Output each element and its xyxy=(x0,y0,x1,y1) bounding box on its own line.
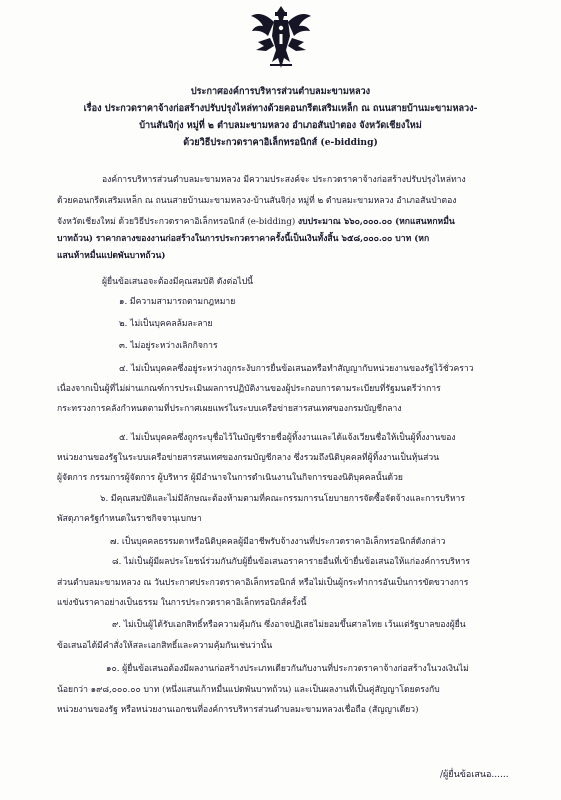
qualification-item-3: ๓. ไม่อยู่ระหว่างเลิกกิจการ xyxy=(119,341,218,351)
qualification-item-5-line-2: หน่วยงานของรัฐในระบบเครือข่ายสารสนเทศของกรมบัญชีกลาง ซึ่งรวมถึงนิติบุคคลที่ผู้ทิ้งงานเป็นหุ้นส่วน xyxy=(57,453,440,463)
qualification-item-9-line-2: ข้อเสนอได้มีคำสั่งให้สละเอกสิทธิ์และความคุ้มกันเช่นว่านั้น xyxy=(57,641,273,651)
qualification-item-10-line-3: หน่วยงานของรัฐ หรือหน่วยงานเอกชนที่องค์การบริหารส่วนตำบลมะขามหลวงเชื่อถือ (สัญญาเดียว) xyxy=(57,705,419,715)
header-title: ประกาศองค์การบริหารส่วนตำบลมะขามหลวง xyxy=(190,86,371,97)
qualification-item-5-line-1: ๕. ไม่เป็นบุคคลซึ่งถูกระบุชื่อไว้ในบัญชีรายชื่อผู้ทิ้งงานและได้แจ้งเวียนชื่อให้เป็นผู้ทิ้งงานของ xyxy=(119,433,456,443)
intro-line-2: ด้วยคอนกรีตเสริมเหล็ก ณ ถนนสายบ้านมะขามหลวง-บ้านสันจิกุ่ง หมู่ที่ ๒ ตำบลมะขามหลวง อำเภอสันป่าตอง xyxy=(57,196,457,206)
qualification-item-8-line-3: แข่งขันราคาอย่างเป็นธรรม ในการประกวดราคาอิเล็กทรอนิกส์ครั้งนี้ xyxy=(57,598,307,608)
intro-line-3 xyxy=(57,217,455,228)
qualification-item-1: ๑. มีความสามารถตามกฎหมาย xyxy=(119,297,236,307)
qualification-item-4-line-1: ๔. ไม่เป็นบุคคลซึ่งอยู่ระหว่างถูกระงับการยื่นข้อเสนอหรือทำสัญญากับหน่วยงานของรัฐไว้ชั่วคราว xyxy=(119,364,474,374)
qualification-item-8-line-2: ส่วนตำบลมะขามหลวง ณ วันประกาศประกวดราคาอิเล็กทรอนิกส์ หรือไม่เป็นผู้กระทำการอันเป็นการขัดขวางการ xyxy=(57,578,469,588)
intro-line-1: องค์การบริหารส่วนตำบลมะขามหลวง มีความประสงค์จะ ประกวดราคาจ้างก่อสร้างปรับปรุงไหล่ทาง xyxy=(102,175,466,185)
intro-line-4: บาทถ้วน) ราคากลางของงานก่อสร้างในการประกวดราคาครั้งนี้เป็นเงินทั้งสิ้น ๖๕๘,๐๐๐.๐๐ บาท (หก xyxy=(57,234,430,244)
qualification-item-4-line-3: กระทรวงการคลังกำหนดตามที่ประกาศเผยแพร่ในระบบเครือข่ายสารสนเทศของกรมบัญชีกลาง xyxy=(57,404,402,414)
qualification-intro: ผู้ยื่นข้อเสนอจะต้องมีคุณสมบัติ ดังต่อไปนี้ xyxy=(102,277,254,287)
budget-amount: งบประมาณ ๖๖๐,๐๐๐.๐๐ (หกแสนหกหมื่น xyxy=(297,217,455,227)
qualification-item-9-line-1: ๙. ไม่เป็นผู้ได้รับเอกสิทธิ์หรือความคุ้มกัน ซึ่งอาจปฏิเสธไม่ยอมขึ้นศาลไทย เว้นแต่รัฐบาลของผู้ยื่น xyxy=(112,620,466,630)
qualification-item-2: ๒. ไม่เป็นบุคคลล้มละลาย xyxy=(119,319,213,329)
qualification-item-4-line-2: เนื่องจากเป็นผู้ที่ไม่ผ่านเกณฑ์การประเมินผลการปฏิบัติงานของผู้ประกอบการตามระเบียบที่รัฐมนตรีว่าการ xyxy=(57,384,441,394)
qualification-item-6-line-2: พัสดุภาครัฐกำหนดในราชกิจจานุเบกษา xyxy=(57,514,202,524)
intro-line-5: แสนห้าหมื่นแปดพันบาทถ้วน) xyxy=(57,251,166,261)
qualification-item-8-line-1: ๘. ไม่เป็นผู้มีผลประโยชน์ร่วมกันกับผู้ยื่นข้อเสนอราคารายอื่นที่เข้ายื่นข้อเสนอให้แก่องค์การบริหาร xyxy=(112,557,470,567)
qualification-item-6-line-1: ๖. มีคุณสมบัติและไม่มีลักษณะต้องห้ามตามที่คณะกรรมการนโยบายการจัดซื้อจัดจ้างและการบริหาร xyxy=(100,494,465,504)
header-method: ด้วยวิธีประกวดราคาอิเล็กทรอนิกส์ (e-bidding) xyxy=(183,137,378,148)
header-location: บ้านสันจิกุ่ง หมู่ที่ ๒ ตำบลมะขามหลวง อำเภอสันป่าตอง จังหวัดเชียงใหม่ xyxy=(139,120,422,131)
qualification-item-10-line-1: ๑๐. ผู้ยื่นข้อเสนอต้องมีผลงานก่อสร้างประเภทเดียวกันกับงานที่ประกวดราคาจ้างก่อสร้างในวงเงินไม่ xyxy=(106,664,469,674)
qualification-item-10-line-2: น้อยกว่า ๑๙๘,๐๐๐.๐๐ บาท (หนึ่งแสนเก้าหมื่นแปดพันบาทถ้วน) และเป็นผลงานที่เป็นคู่สัญญาโดยตรงกับ xyxy=(57,685,440,695)
continuation-marker: /ผู้ยื่นข้อเสนอ...... xyxy=(440,770,509,780)
garuda-emblem xyxy=(250,6,312,70)
header-subject: เรื่อง ประกวดราคาจ้างก่อสร้างปรับปรุงไหล่ทางด้วยคอนกรีตเสริมเหล็ก ณ ถนนสายบ้านมะขามหลวง- xyxy=(83,103,478,114)
qualification-item-7: ๗. เป็นบุคคลธรรมดาหรือนิติบุคคลผู้มีอาชีพรับจ้างงานที่ประกวดราคาอิเล็กทรอนิกส์ดังกล่าว xyxy=(110,537,446,547)
intro-line-3-text: จังหวัดเชียงใหม่ ด้วยวิธีประกวดราคาอิเล็กทรอนิกส์ (e-bidding) xyxy=(57,217,298,227)
qualification-item-5-line-3: ผู้จัดการ กรรมการผู้จัดการ ผู้บริหาร ผู้มีอำนาจในการดำเนินงานในกิจการของนิติบุคคลนั้นด้วย xyxy=(57,473,403,483)
